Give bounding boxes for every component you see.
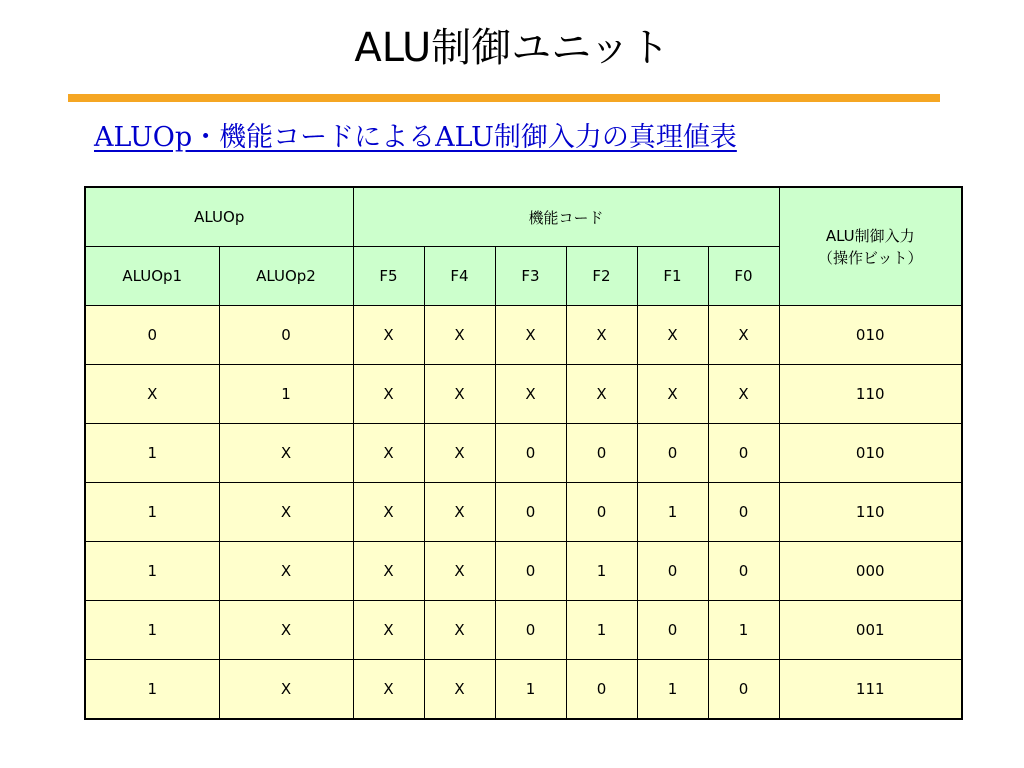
table-cell: 0	[85, 306, 219, 365]
table-cell: 1	[85, 542, 219, 601]
table-cell: 0	[219, 306, 353, 365]
table-cell: X	[424, 542, 495, 601]
table-cell: 111	[779, 660, 962, 720]
table-cell: 1	[637, 660, 708, 720]
table-cell: 000	[779, 542, 962, 601]
table-cell: X	[566, 306, 637, 365]
table-cell: 1	[85, 483, 219, 542]
table-cell: X	[219, 660, 353, 720]
table-cell: 1	[566, 601, 637, 660]
table-cell: 1	[85, 601, 219, 660]
header-output-line2: （操作ビット）	[818, 248, 923, 267]
table-cell: X	[566, 365, 637, 424]
table-cell: X	[424, 483, 495, 542]
table-cell: X	[495, 306, 566, 365]
table-cell: 1	[85, 424, 219, 483]
table-row	[85, 365, 962, 424]
table-cell: 001	[779, 601, 962, 660]
table-cell: 0	[708, 660, 779, 720]
table-cell: X	[219, 483, 353, 542]
table-cell: X	[637, 365, 708, 424]
table-cell: 0	[495, 542, 566, 601]
column-header: F4	[424, 247, 495, 306]
truth-table	[84, 186, 963, 720]
header-function-code: 機能コード	[353, 187, 779, 247]
table-cell: 110	[779, 365, 962, 424]
table-cell: X	[424, 424, 495, 483]
table-cell: X	[353, 542, 424, 601]
column-header: F1	[637, 247, 708, 306]
table-cell: X	[424, 365, 495, 424]
column-header: F0	[708, 247, 779, 306]
table-cell: X	[424, 660, 495, 720]
table-cell: 1	[219, 365, 353, 424]
table-cell: 0	[495, 483, 566, 542]
table-cell: 0	[637, 542, 708, 601]
table-cell: 0	[708, 424, 779, 483]
column-header: F2	[566, 247, 637, 306]
header-aluop: ALUOp	[85, 187, 353, 247]
table-cell: X	[219, 424, 353, 483]
table-cell: X	[353, 660, 424, 720]
table-cell: 0	[495, 601, 566, 660]
column-header: F5	[353, 247, 424, 306]
table-cell: 1	[566, 542, 637, 601]
table-cell: X	[424, 601, 495, 660]
table-cell: X	[424, 306, 495, 365]
header-row-group	[85, 187, 962, 247]
table-cell: X	[708, 365, 779, 424]
table-row	[85, 660, 962, 720]
table-cell: 110	[779, 483, 962, 542]
table-row	[85, 601, 962, 660]
table-cell: 010	[779, 424, 962, 483]
table-row	[85, 483, 962, 542]
table-cell: X	[353, 365, 424, 424]
table-caption: ALUOp・機能コードによるALU制御入力の真理値表	[94, 122, 737, 153]
table-cell: X	[495, 365, 566, 424]
table-cell: 0	[637, 424, 708, 483]
table-cell: X	[353, 424, 424, 483]
header-output-line1: ALU制御入力	[825, 226, 915, 245]
title-divider	[68, 94, 940, 102]
table-cell: 0	[566, 424, 637, 483]
header-alu-control-input	[779, 187, 962, 306]
table-row	[85, 542, 962, 601]
table-cell: 0	[708, 483, 779, 542]
table-cell: 0	[495, 424, 566, 483]
table-cell: 1	[708, 601, 779, 660]
table-row	[85, 306, 962, 365]
table-cell: X	[353, 483, 424, 542]
table-cell: X	[219, 601, 353, 660]
table-row	[85, 424, 962, 483]
table-cell: 1	[637, 483, 708, 542]
table-cell: X	[353, 306, 424, 365]
table-cell: 0	[566, 483, 637, 542]
column-header: F3	[495, 247, 566, 306]
table-cell: 010	[779, 306, 962, 365]
table-cell: X	[708, 306, 779, 365]
column-header: ALUOp1	[85, 247, 219, 306]
table-cell: 0	[708, 542, 779, 601]
table-cell: 1	[85, 660, 219, 720]
table-cell: X	[85, 365, 219, 424]
table-cell: 1	[495, 660, 566, 720]
table-cell: 0	[637, 601, 708, 660]
table-cell: X	[219, 542, 353, 601]
table-cell: X	[353, 601, 424, 660]
slide-title: ALU制御ユニット	[354, 25, 670, 71]
table-cell: X	[637, 306, 708, 365]
table-cell: 0	[566, 660, 637, 720]
column-header: ALUOp2	[219, 247, 353, 306]
